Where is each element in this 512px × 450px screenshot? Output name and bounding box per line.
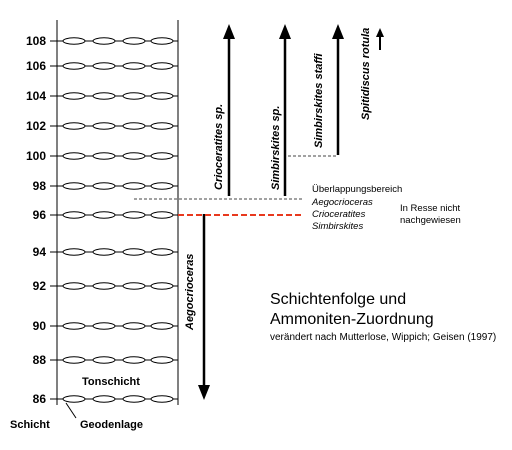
geode-icon xyxy=(93,153,115,159)
geode-icon xyxy=(93,63,115,69)
geodenlage-pointer-line xyxy=(66,403,76,418)
geode-row xyxy=(57,153,178,159)
geode-icon xyxy=(123,212,145,218)
caption-title-line-1: Schichtenfolge und xyxy=(270,291,407,308)
overlap-taxon-1: Aegocrioceras xyxy=(312,197,373,208)
y-label-96: 96 xyxy=(32,208,46,222)
aegocrioceras-range-arrow xyxy=(198,214,210,400)
geode-icon xyxy=(63,212,85,218)
geode-icon xyxy=(93,396,115,402)
y-label-102: 102 xyxy=(25,119,46,133)
geode-icon xyxy=(93,93,115,99)
y-label-90: 90 xyxy=(32,319,46,333)
geode-icon xyxy=(151,357,173,363)
geode-row xyxy=(57,123,178,129)
caption-title-line-2: Ammoniten-Zuordnung xyxy=(270,311,434,328)
geode-icon xyxy=(63,38,85,44)
geode-rows xyxy=(57,38,178,402)
geode-row xyxy=(57,249,178,255)
geode-row xyxy=(57,183,178,189)
geode-icon xyxy=(63,93,85,99)
geode-icon xyxy=(123,357,145,363)
geode-icon xyxy=(151,396,173,402)
geode-icon xyxy=(123,123,145,129)
geode-icon xyxy=(93,183,115,189)
geode-icon xyxy=(151,93,173,99)
geode-icon xyxy=(151,183,173,189)
caption-source: verändert nach Mutterlose, Wippich; Geisen (1997) xyxy=(270,332,497,343)
geode-icon xyxy=(93,283,115,289)
geode-icon xyxy=(151,283,173,289)
geode-icon xyxy=(123,93,145,99)
schicht-label: Schicht xyxy=(10,419,50,431)
y-label-92: 92 xyxy=(32,279,46,293)
simbirskites-staffi-label: Simbirskites staffi xyxy=(313,53,325,148)
geode-row xyxy=(57,357,178,363)
geode-icon xyxy=(151,212,173,218)
geode-icon xyxy=(151,249,173,255)
y-label-100: 100 xyxy=(25,149,46,163)
spitidiscus-range-arrow xyxy=(376,28,384,50)
geode-icon xyxy=(123,183,145,189)
geode-row xyxy=(57,93,178,99)
overlap-taxon-3: Simbirskites xyxy=(312,221,364,232)
geode-icon xyxy=(151,38,173,44)
geode-icon xyxy=(123,63,145,69)
geode-row xyxy=(57,323,178,329)
geode-icon xyxy=(123,153,145,159)
geode-icon xyxy=(63,357,85,363)
geode-icon xyxy=(63,249,85,255)
geode-row xyxy=(57,396,178,402)
overlap-title: Überlappungsbereich xyxy=(312,184,403,195)
geode-icon xyxy=(63,153,85,159)
aegocrioceras-label: Aegocrioceras xyxy=(184,253,196,330)
geode-icon xyxy=(93,249,115,255)
geode-icon xyxy=(151,323,173,329)
y-label-98: 98 xyxy=(32,179,46,193)
geode-icon xyxy=(63,323,85,329)
geode-row xyxy=(57,212,178,218)
simbirskites-staffi-range-arrow xyxy=(332,24,344,155)
geode-icon xyxy=(123,38,145,44)
simbirskites-label: Simbirskites sp. xyxy=(270,105,282,190)
caption-block xyxy=(270,290,510,345)
overlap-note-line-1: In Resse nicht xyxy=(400,203,461,214)
geode-icon xyxy=(93,323,115,329)
geode-icon xyxy=(123,396,145,402)
y-label-108: 108 xyxy=(25,34,46,48)
geode-icon xyxy=(63,396,85,402)
geode-icon xyxy=(93,38,115,44)
geode-icon xyxy=(151,63,173,69)
geode-icon xyxy=(93,212,115,218)
geode-row xyxy=(57,283,178,289)
crioceratites-label: Crioceratites sp. xyxy=(213,103,225,190)
geode-icon xyxy=(63,283,85,289)
geode-icon xyxy=(63,183,85,189)
y-label-88: 88 xyxy=(32,353,46,367)
geode-icon xyxy=(63,63,85,69)
y-label-94: 94 xyxy=(32,245,46,259)
y-label-86: 86 xyxy=(32,392,46,406)
geode-icon xyxy=(93,123,115,129)
geode-icon xyxy=(93,357,115,363)
geodenlage-label: Geodenlage xyxy=(80,419,143,431)
overlap-taxon-2: Crioceratites xyxy=(312,209,366,220)
y-label-106: 106 xyxy=(25,59,46,73)
geode-row xyxy=(57,63,178,69)
geode-icon xyxy=(123,283,145,289)
overlap-note-line-2: nachgewiesen xyxy=(400,215,461,226)
y-axis xyxy=(26,34,57,406)
tonschicht-label: Tonschicht xyxy=(82,376,140,388)
spitidiscus-label: Spitidiscus rotula xyxy=(360,27,372,120)
geode-icon xyxy=(123,249,145,255)
y-label-104: 104 xyxy=(25,89,46,103)
geode-icon xyxy=(63,123,85,129)
geode-icon xyxy=(123,323,145,329)
geode-icon xyxy=(151,123,173,129)
geode-row xyxy=(57,38,178,44)
geode-icon xyxy=(151,153,173,159)
